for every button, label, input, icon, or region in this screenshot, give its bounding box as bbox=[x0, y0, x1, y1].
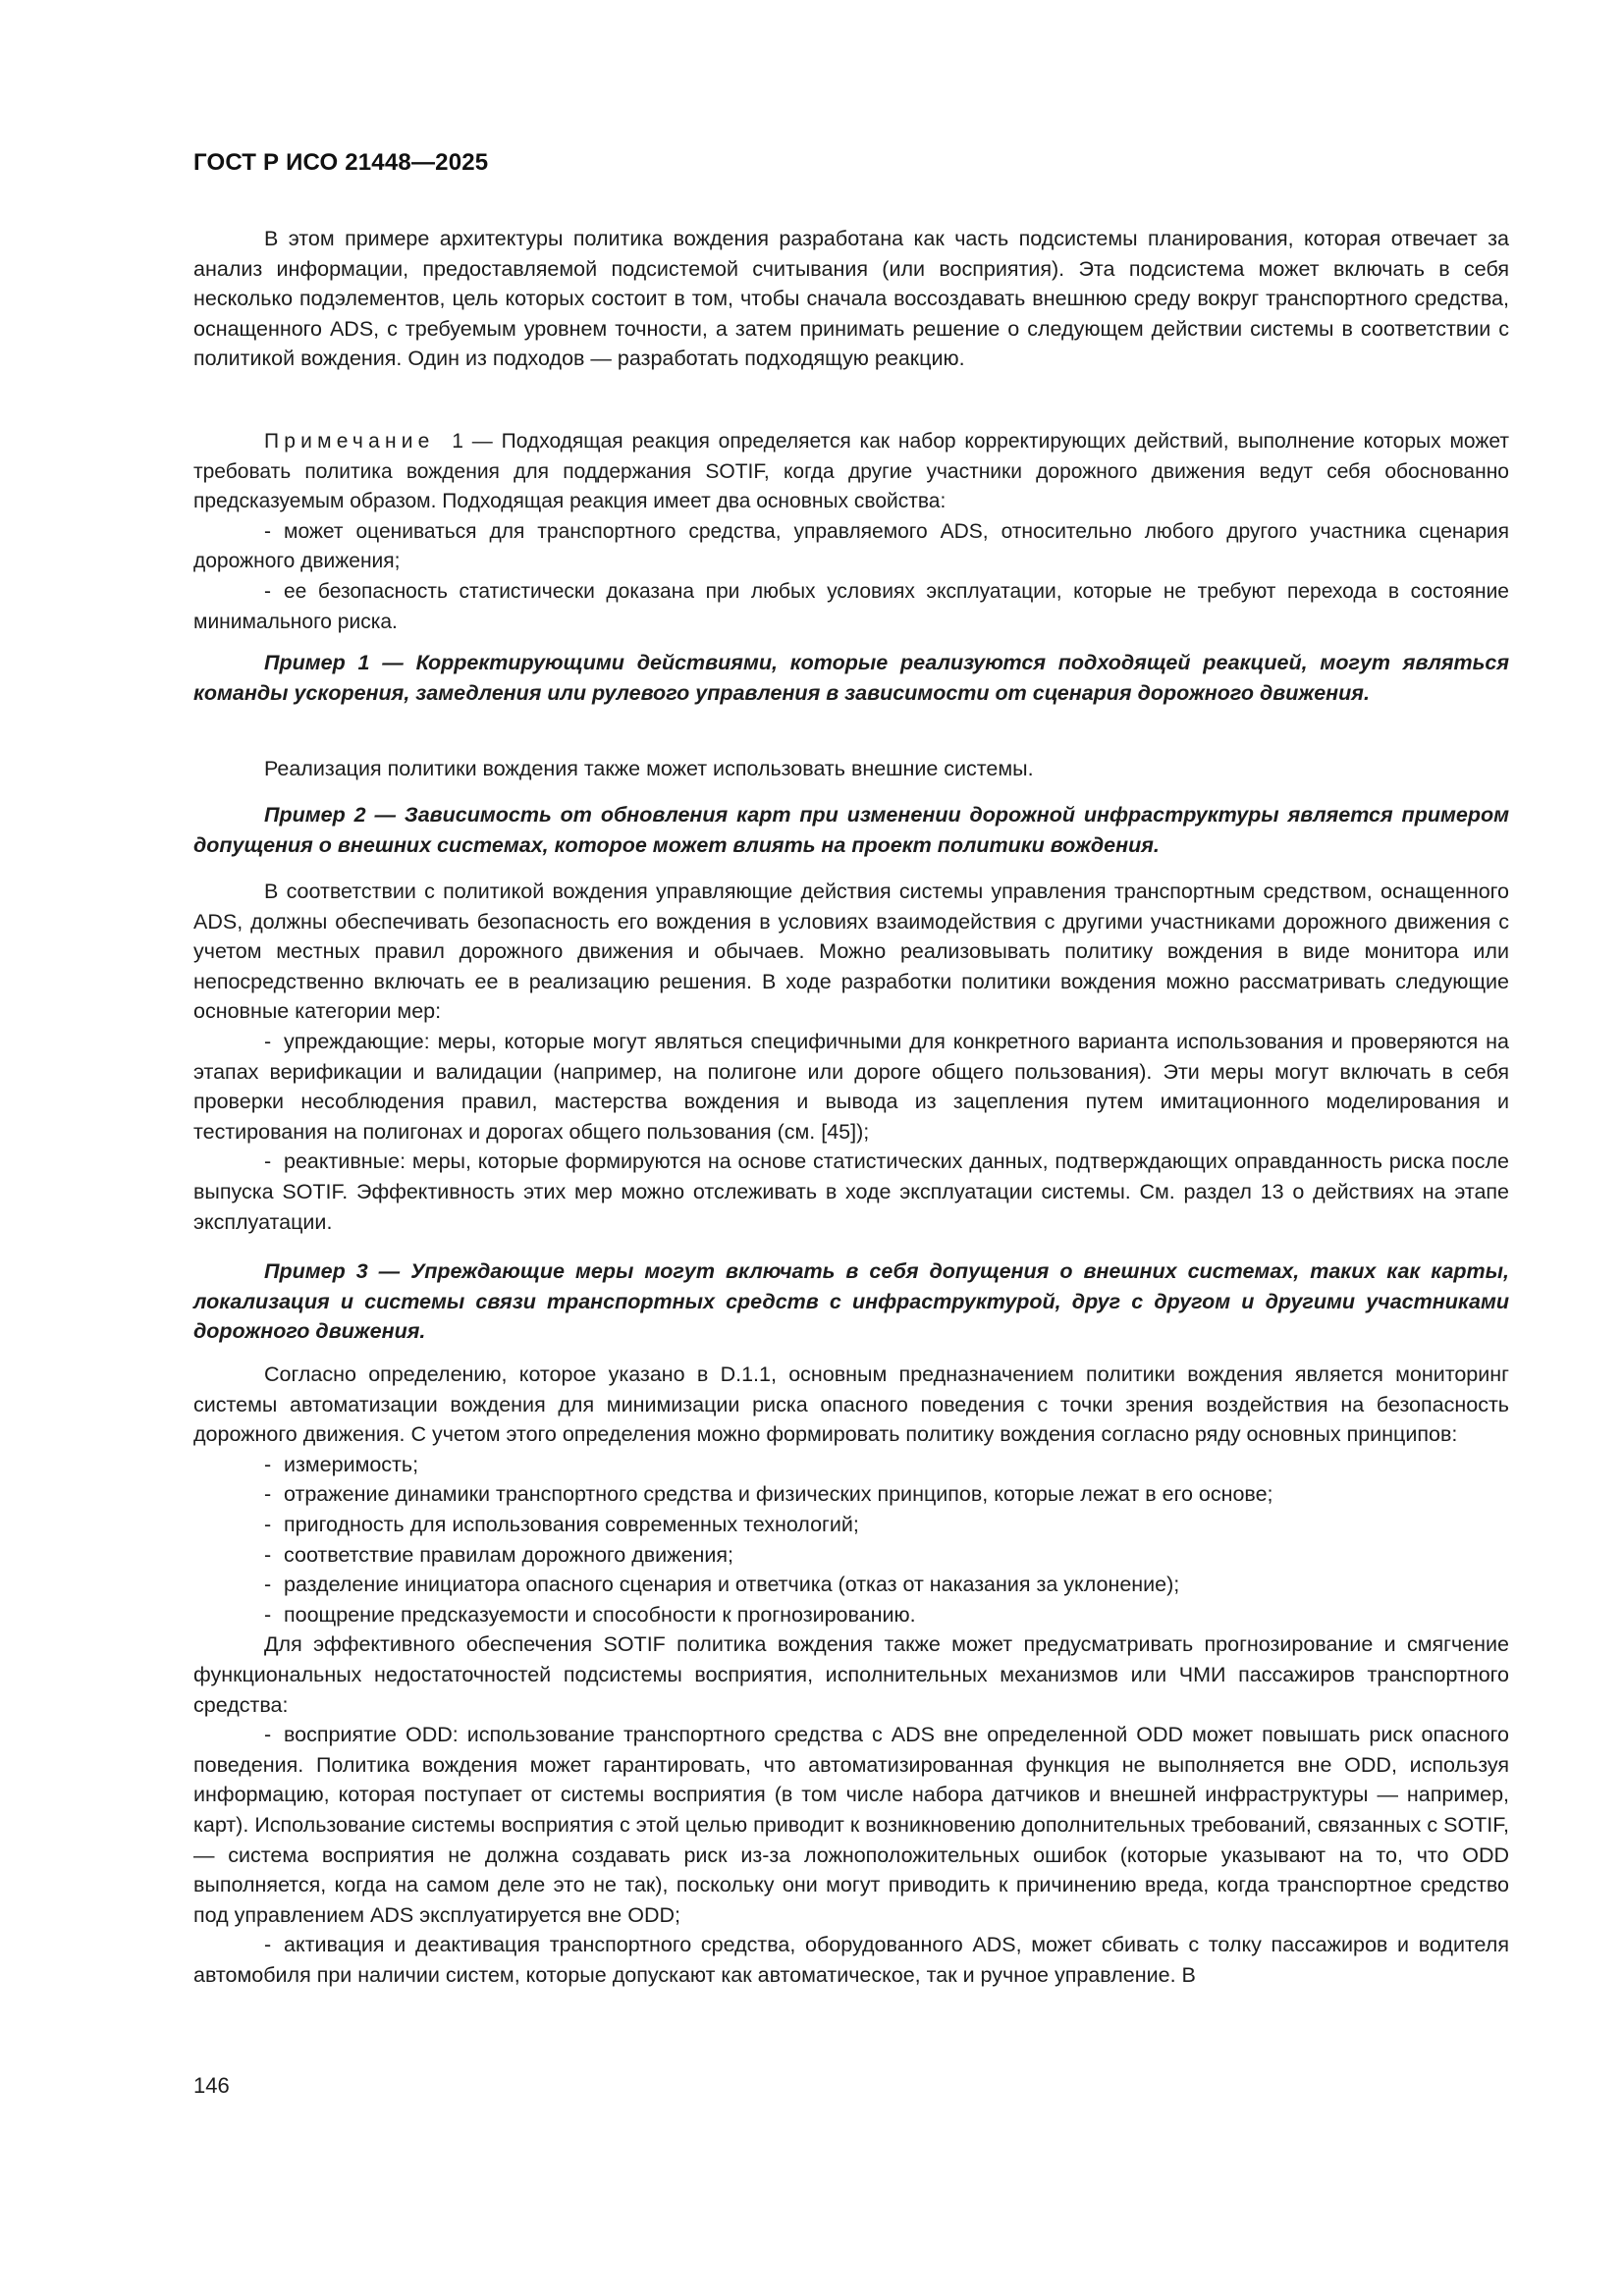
paragraph-external-systems bbox=[193, 754, 1509, 784]
principle-list-item: - отражение динамики транспортного средства и физических принципов, которые лежат в его основе; bbox=[193, 1479, 1509, 1510]
paragraph-text: В этом примере архитектуры политика вождения разработана как часть подсистемы планирования, которая отвечает за анализ информации, предоставляемой подсистемой считывания (или восприятия). Эта подсистема может включать в себя несколько подэлементов, цель которых состоит в том, чтобы сначала воссоздавать внешнюю среду вокруг транспортного средства, оснащенного ADS, с требуемым уровнем точности, а затем принимать решение о следующем действии системы в соответствии с политикой вождения. Один из подходов — разработать подходящую реакцию. bbox=[193, 227, 1509, 371]
paragraph-architecture bbox=[193, 224, 1509, 374]
paragraph-measures bbox=[193, 877, 1509, 1237]
example-text: Пример 2 — Зависимость от обновления карт при изменении дорожной инфраструктуры является примером допущения о внешних системах, которое может влиять на проект политики вождения. bbox=[193, 803, 1509, 857]
sotif-list-item: - восприятие ODD: использование транспортного средства с ADS вне определенной ODD может повышать риск опасного поведения. Политика вождения может гарантировать, что автоматизированная функция не выполняется вне ODD, используя информацию, которая поступает от системы восприятия (в том числе набора датчиков и внешней инфраструктуры — например, карт). Использование системы восприятия с этой целью приводит к возникновению дополнительных требований, связанных с SOTIF, — система восприятия не должна создавать риск из-за ложноположительных ошибок (которые указывают на то, что ODD выполняется, когда на самом деле это не так), поскольку они могут приводить к причинению вреда, когда транспортное средство под управлением ADS эксплуатируется вне ODD; bbox=[193, 1720, 1509, 1930]
paragraph-text: Для эффективного обеспечения SOTIF политика вождения также может предусматривать прогнозирование и смягчение функциональных недостаточностей подсистемы восприятия, исполнительных механизмов или ЧМИ пассажиров транспортного средства: bbox=[193, 1632, 1509, 1717]
dash-bullet: - bbox=[264, 1512, 272, 1536]
note-1 bbox=[193, 427, 1509, 637]
note-list-item: - может оцениваться для транспортного средства, управляемого ADS, относительно любого другого участника сценария дорожного движения; bbox=[193, 517, 1509, 577]
dash-bullet: - bbox=[264, 1933, 272, 1957]
note-label: Примечание bbox=[264, 430, 435, 453]
paragraph-principles bbox=[193, 1360, 1509, 1990]
dash-bullet: - bbox=[264, 1723, 272, 1747]
principle-list-item: - разделение инициатора опасного сценария и ответчика (отказ от наказания за уклонение); bbox=[193, 1570, 1509, 1600]
dash-bullet: - bbox=[264, 1602, 272, 1627]
note-list-item: - ее безопасность статистически доказана при любых условиях эксплуатации, которые не требуют перехода в состояние минимального риска. bbox=[193, 577, 1509, 637]
principle-list-item: - пригодность для использования современных технологий; bbox=[193, 1510, 1509, 1540]
dash-bullet: - bbox=[264, 1452, 272, 1476]
example-2 bbox=[193, 800, 1509, 860]
principle-list-item: - измеримость; bbox=[193, 1450, 1509, 1480]
document-header: ГОСТ Р ИСО 21448—2025 bbox=[193, 149, 489, 176]
dash-bullet: - bbox=[264, 1573, 272, 1597]
dash-bullet: - bbox=[264, 1149, 272, 1174]
sotif-list-item: - активация и деактивация транспортного средства, оборудованного ADS, может сбивать с толку пассажиров и водителя автомобиля при наличии систем, которые допускают как автоматическое, так и ручное управление. В bbox=[193, 1930, 1509, 1990]
dash-bullet: - bbox=[264, 519, 271, 543]
note-paragraph bbox=[193, 427, 1509, 517]
page-number: 146 bbox=[193, 2073, 230, 2098]
note-number: 1 — bbox=[452, 430, 493, 453]
dash-bullet: - bbox=[264, 1482, 272, 1507]
dash-bullet: - bbox=[264, 579, 271, 603]
example-text: Пример 3 — Упреждающие меры могут включать в себя допущения о внешних системах, таких как карты, локализация и системы связи транспортных средств с инфраструктурой, друг с другом и другими участниками дорожного движения. bbox=[193, 1259, 1509, 1344]
dash-bullet: - bbox=[264, 1542, 272, 1567]
paragraph-text: Согласно определению, которое указано в D.1.1, основным предназначением политики вождения является мониторинг системы автоматизации вождения для минимизации риска опасного поведения с точки зрения воздействия на безопасность дорожного движения. С учетом этого определения можно формировать политику вождения согласно ряду основных принципов: bbox=[193, 1362, 1509, 1447]
paragraph-text: В соответствии с политикой вождения управляющие действия системы управления транспортным средством, оснащенного ADS, должны обеспечивать безопасность его вождения в условиях взаимодействия с другими участниками дорожного движения с учетом местных правил дорожного движения и обычаев. Можно реализовывать политику вождения в виде монитора или непосредственно включать ее в реализацию решения. В ходе разработки политики вождения можно рассматривать следующие основные категории мер: bbox=[193, 880, 1509, 1024]
note-text: Подходящая реакция определяется как набор корректирующих действий, выполнение которых может требовать политика вождения для поддержания SOTIF, когда другие участники дорожного движения ведут себя обоснованно предсказуемым образом. Подходящая реакция имеет два основных свойства: bbox=[193, 430, 1509, 513]
measures-list-item: - упреждающие: меры, которые могут являться специфичными для конкретного варианта использования и проверяются на этапах верификации и валидации (например, на полигоне или дороге общего пользования). Эти меры могут включать в себя проверки несоблюдения правил, мастерства вождения и вывода из зацепления путем имитационного моделирования и тестирования на полигонах и дорогах общего пользования (см. [45]); bbox=[193, 1027, 1509, 1147]
dash-bullet: - bbox=[264, 1029, 272, 1053]
paragraph-text: Реализация политики вождения также может использовать внешние системы. bbox=[264, 757, 1034, 780]
example-1 bbox=[193, 648, 1509, 708]
example-text: Пример 1 — Корректирующими действиями, которые реализуются подходящей реакцией, могут являться команды ускорения, замедления или рулевого управления в зависимости от сценария дорожного движения. bbox=[193, 651, 1509, 705]
principle-list-item: - поощрение предсказуемости и способности к прогнозированию. bbox=[193, 1600, 1509, 1630]
principle-list-item: - соответствие правилам дорожного движения; bbox=[193, 1540, 1509, 1571]
example-3 bbox=[193, 1256, 1509, 1347]
measures-list-item: - реактивные: меры, которые формируются на основе статистических данных, подтверждающих оправданность риска после выпуска SOTIF. Эффективность этих мер можно отслеживать в ходе эксплуатации системы. См. раздел 13 о действиях на этапе эксплуатации. bbox=[193, 1147, 1509, 1237]
